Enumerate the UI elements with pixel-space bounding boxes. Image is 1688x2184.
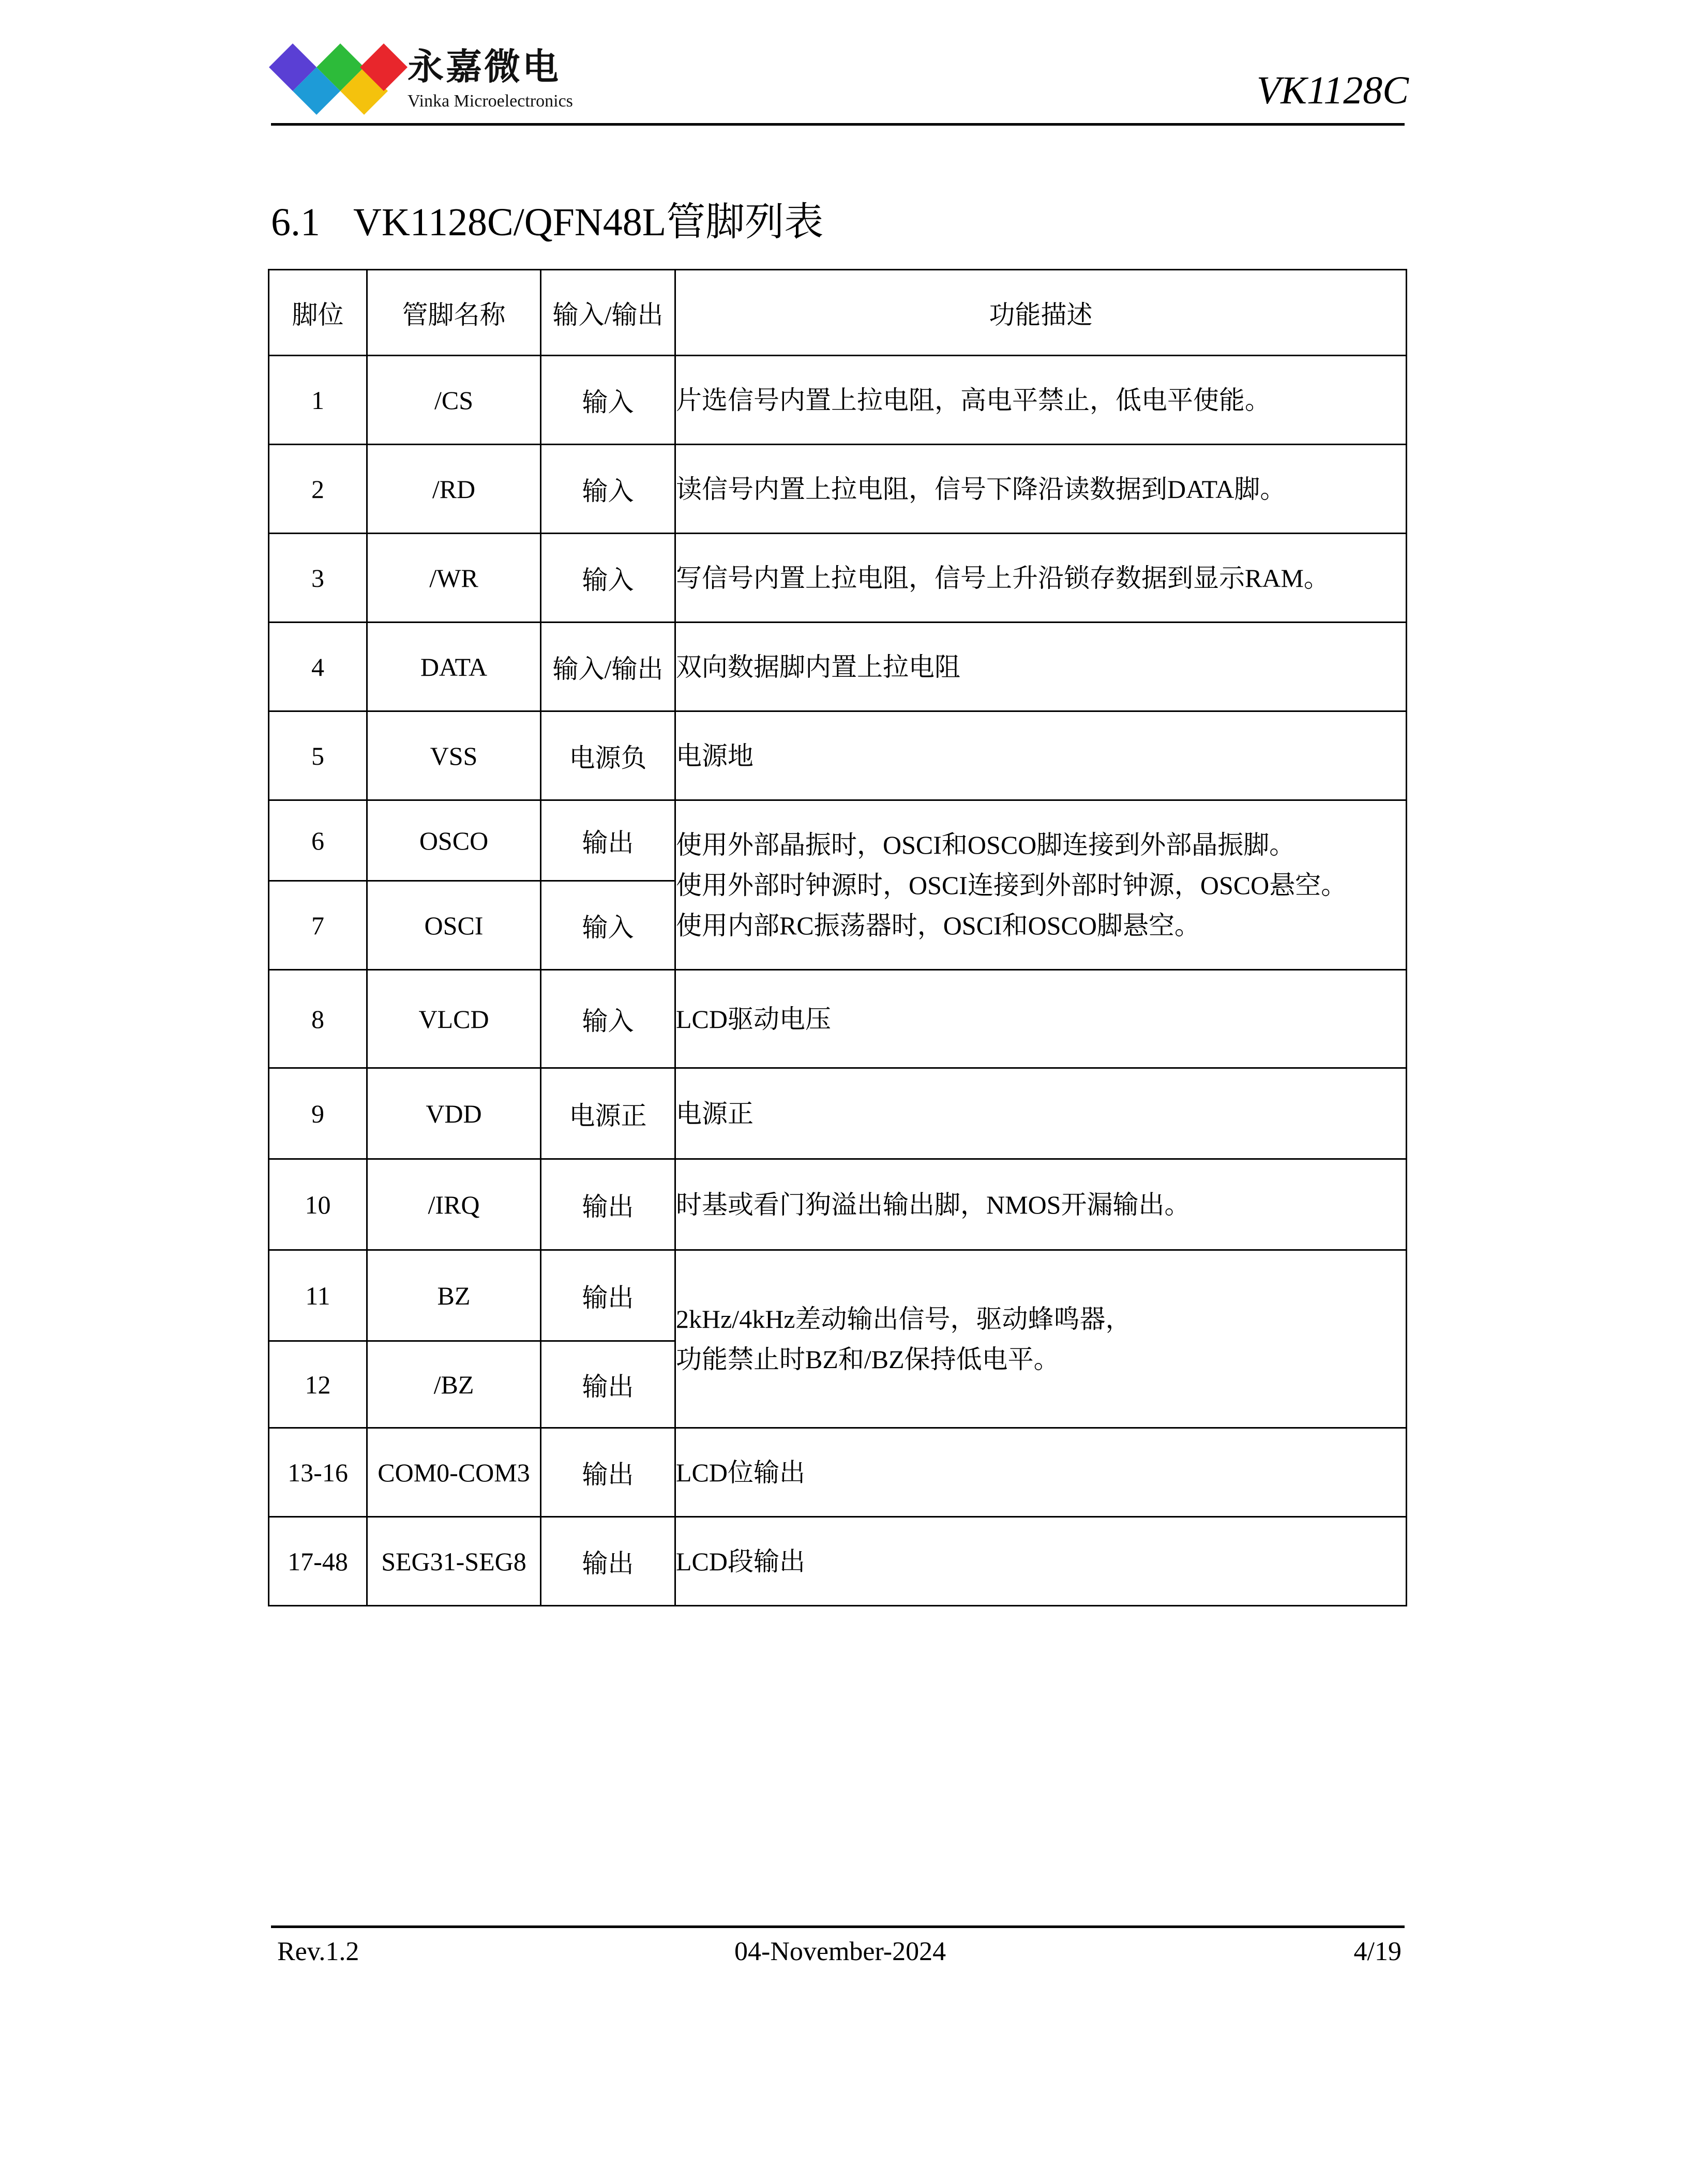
pin-description xyxy=(675,445,1407,534)
table-row xyxy=(269,970,1407,1068)
pin-io: 输入 xyxy=(541,970,675,1068)
table-row xyxy=(269,534,1407,623)
pin-number: 3 xyxy=(269,534,367,623)
description-line: 读信号内置上拉电阻，信号下降沿读数据到DATA脚。 xyxy=(676,474,1286,504)
table-row xyxy=(269,623,1407,711)
column-header-io: 输入/输出 xyxy=(541,270,675,356)
pin-name: /RD xyxy=(367,445,541,534)
description-line: 片选信号内置上拉电阻，高电平禁止，低电平使能。 xyxy=(676,385,1271,415)
pin-number: 6 xyxy=(269,800,367,881)
pin-description xyxy=(675,1517,1407,1606)
description-line: LCD位输出 xyxy=(676,1458,805,1487)
pin-name: VSS xyxy=(367,711,541,800)
pin-io: 输出 xyxy=(541,1159,675,1250)
pin-name: /WR xyxy=(367,534,541,623)
column-header-desc: 功能描述 xyxy=(675,270,1407,356)
pin-name: VDD xyxy=(367,1068,541,1159)
pin-number: 4 xyxy=(269,623,367,711)
description-line: 电源地 xyxy=(676,741,753,770)
column-header-pin: 脚位 xyxy=(269,270,367,356)
pin-number: 17-48 xyxy=(269,1517,367,1606)
description-line: LCD段输出 xyxy=(676,1546,805,1576)
description-line: 写信号内置上拉电阻，信号上升沿锁存数据到显示RAM。 xyxy=(676,563,1330,593)
pin-description xyxy=(675,711,1407,800)
revision-label: Rev.1.2 xyxy=(277,1937,359,1966)
description-line: 功能禁止时BZ和/BZ保持低电平。 xyxy=(676,1344,1060,1374)
document-id: VK1128C xyxy=(1256,69,1409,112)
table-row xyxy=(269,1250,1407,1341)
pin-description xyxy=(675,970,1407,1068)
description-line: LCD驱动电压 xyxy=(676,1004,831,1034)
table-row xyxy=(269,445,1407,534)
pin-description xyxy=(675,623,1407,711)
pin-io: 输出 xyxy=(541,800,675,881)
pin-name: /CS xyxy=(367,356,541,445)
pin-number: 7 xyxy=(269,881,367,970)
description-line: 双向数据脚内置上拉电阻 xyxy=(676,652,960,681)
pin-io: 电源负 xyxy=(541,711,675,800)
pin-io: 电源正 xyxy=(541,1068,675,1159)
pin-io: 输出 xyxy=(541,1250,675,1341)
page-number: 4/19 xyxy=(1353,1937,1401,1966)
pin-number: 12 xyxy=(269,1341,367,1428)
pin-io: 输出 xyxy=(541,1428,675,1517)
logo-diamonds-icon xyxy=(269,43,408,121)
pin-description xyxy=(675,1428,1407,1517)
pin-name: DATA xyxy=(367,623,541,711)
table-row xyxy=(269,800,1407,881)
pin-io: 输出 xyxy=(541,1517,675,1606)
pin-name: OSCI xyxy=(367,881,541,970)
pin-description xyxy=(675,800,1407,970)
table-row xyxy=(269,1517,1407,1606)
pin-name: /BZ xyxy=(367,1341,541,1428)
description-line: 使用外部时钟源时，OSCI连接到外部时钟源，OSCO悬空。 xyxy=(676,870,1347,900)
section-number: 6.1 xyxy=(271,201,320,244)
table-row xyxy=(269,1068,1407,1159)
pin-number: 5 xyxy=(269,711,367,800)
pin-number: 1 xyxy=(269,356,367,445)
pin-number: 8 xyxy=(269,970,367,1068)
table-row xyxy=(269,711,1407,800)
pin-description xyxy=(675,1068,1407,1159)
pin-description xyxy=(675,534,1407,623)
pin-io: 输入 xyxy=(541,881,675,970)
pin-io: 输入 xyxy=(541,534,675,623)
pin-io: 输入/输出 xyxy=(541,623,675,711)
description-line: 时基或看门狗溢出输出脚，NMOS开漏输出。 xyxy=(676,1190,1190,1219)
footer-divider xyxy=(271,1925,1405,1928)
pin-name: SEG31-SEG8 xyxy=(367,1517,541,1606)
column-header-name: 管脚名称 xyxy=(367,270,541,356)
pin-number: 9 xyxy=(269,1068,367,1159)
pin-description xyxy=(675,1250,1407,1428)
pin-name: COM0-COM3 xyxy=(367,1428,541,1517)
pin-io: 输入 xyxy=(541,356,675,445)
pin-description xyxy=(675,1159,1407,1250)
description-line: 使用外部晶振时，OSCI和OSCO脚连接到外部晶振脚。 xyxy=(676,830,1295,859)
company-logo xyxy=(269,43,600,121)
logo-english-name: Vinka Microelectronics xyxy=(408,92,573,111)
pin-io: 输入 xyxy=(541,445,675,534)
pin-io: 输出 xyxy=(541,1341,675,1428)
pin-name: /IRQ xyxy=(367,1159,541,1250)
section-title xyxy=(271,196,823,248)
pin-description xyxy=(675,356,1407,445)
pin-number: 10 xyxy=(269,1159,367,1250)
header-divider xyxy=(271,123,1405,126)
pin-name: VLCD xyxy=(367,970,541,1068)
description-line: 使用内部RC振荡器时，OSCI和OSCO脚悬空。 xyxy=(676,911,1200,940)
description-line: 电源正 xyxy=(676,1099,753,1128)
pin-name: OSCO xyxy=(367,800,541,881)
pin-table xyxy=(268,269,1407,1606)
table-row xyxy=(269,356,1407,445)
section-heading: VK1128C/QFN48L管脚列表 xyxy=(353,201,824,244)
description-line: 2kHz/4kHz差动输出信号，驱动蜂鸣器， xyxy=(676,1304,1132,1333)
pin-number: 11 xyxy=(269,1250,367,1341)
pin-number: 2 xyxy=(269,445,367,534)
date-label: 04-November-2024 xyxy=(734,1937,946,1966)
pin-number: 13-16 xyxy=(269,1428,367,1517)
table-header-row xyxy=(269,270,1407,356)
table-row xyxy=(269,1159,1407,1250)
logo-chinese-name: 永嘉微电 xyxy=(408,46,561,88)
pin-name: BZ xyxy=(367,1250,541,1341)
table-row xyxy=(269,1428,1407,1517)
